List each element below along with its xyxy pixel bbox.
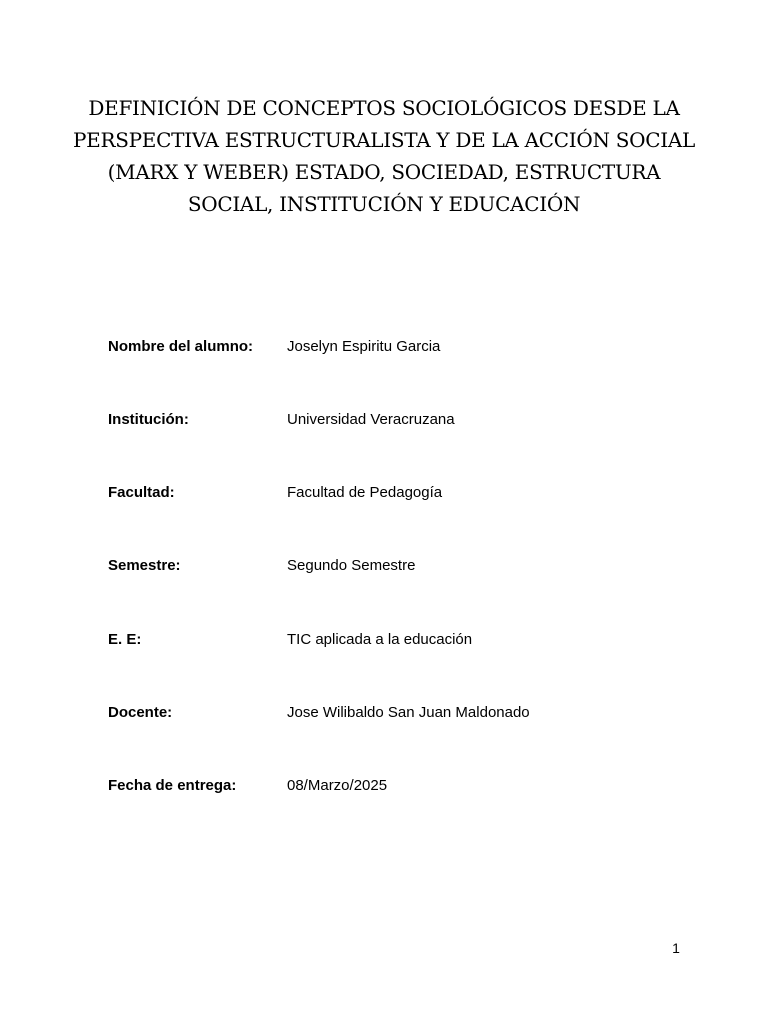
course-value: TIC aplicada a la educación xyxy=(287,631,473,648)
due-date-value: 08/Marzo/2025 xyxy=(287,777,388,794)
institution-value: Universidad Veracruzana xyxy=(287,411,455,428)
institution-label: Institución: xyxy=(108,411,189,428)
faculty-label: Facultad: xyxy=(108,484,175,501)
student-name-label: Nombre del alumno: xyxy=(108,338,254,355)
teacher-value: Jose Wilibaldo San Juan Maldonado xyxy=(287,704,530,721)
semester-row xyxy=(108,555,668,577)
course-label: E. E: xyxy=(108,631,142,648)
title-line: PERSPECTIVA ESTRUCTURALISTA Y DE LA ACCIÓN SOCIAL xyxy=(73,128,695,152)
faculty-row xyxy=(108,482,668,504)
student-name-value: Joselyn Espiritu Garcia xyxy=(287,338,441,355)
course-row xyxy=(108,629,668,651)
teacher-row xyxy=(108,702,668,724)
teacher-label: Docente: xyxy=(108,704,173,721)
semester-label: Semestre: xyxy=(108,557,181,574)
title-line: DEFINICIÓN DE CONCEPTOS SOCIOLÓGICOS DESDE LA xyxy=(88,96,680,120)
due-date-label: Fecha de entrega: xyxy=(108,777,237,794)
title-line: (MARX Y WEBER) ESTADO, SOCIEDAD, ESTRUCTURA xyxy=(107,160,661,184)
document-title xyxy=(60,92,708,220)
faculty-value: Facultad de Pedagogía xyxy=(287,484,443,501)
due-date-row xyxy=(108,775,668,797)
title-line: SOCIAL, INSTITUCIÓN Y EDUCACIÓN xyxy=(187,192,581,216)
institution-row xyxy=(108,409,668,431)
page-number: 1 xyxy=(672,940,680,956)
student-name-row xyxy=(108,336,668,358)
semester-value: Segundo Semestre xyxy=(287,557,416,574)
